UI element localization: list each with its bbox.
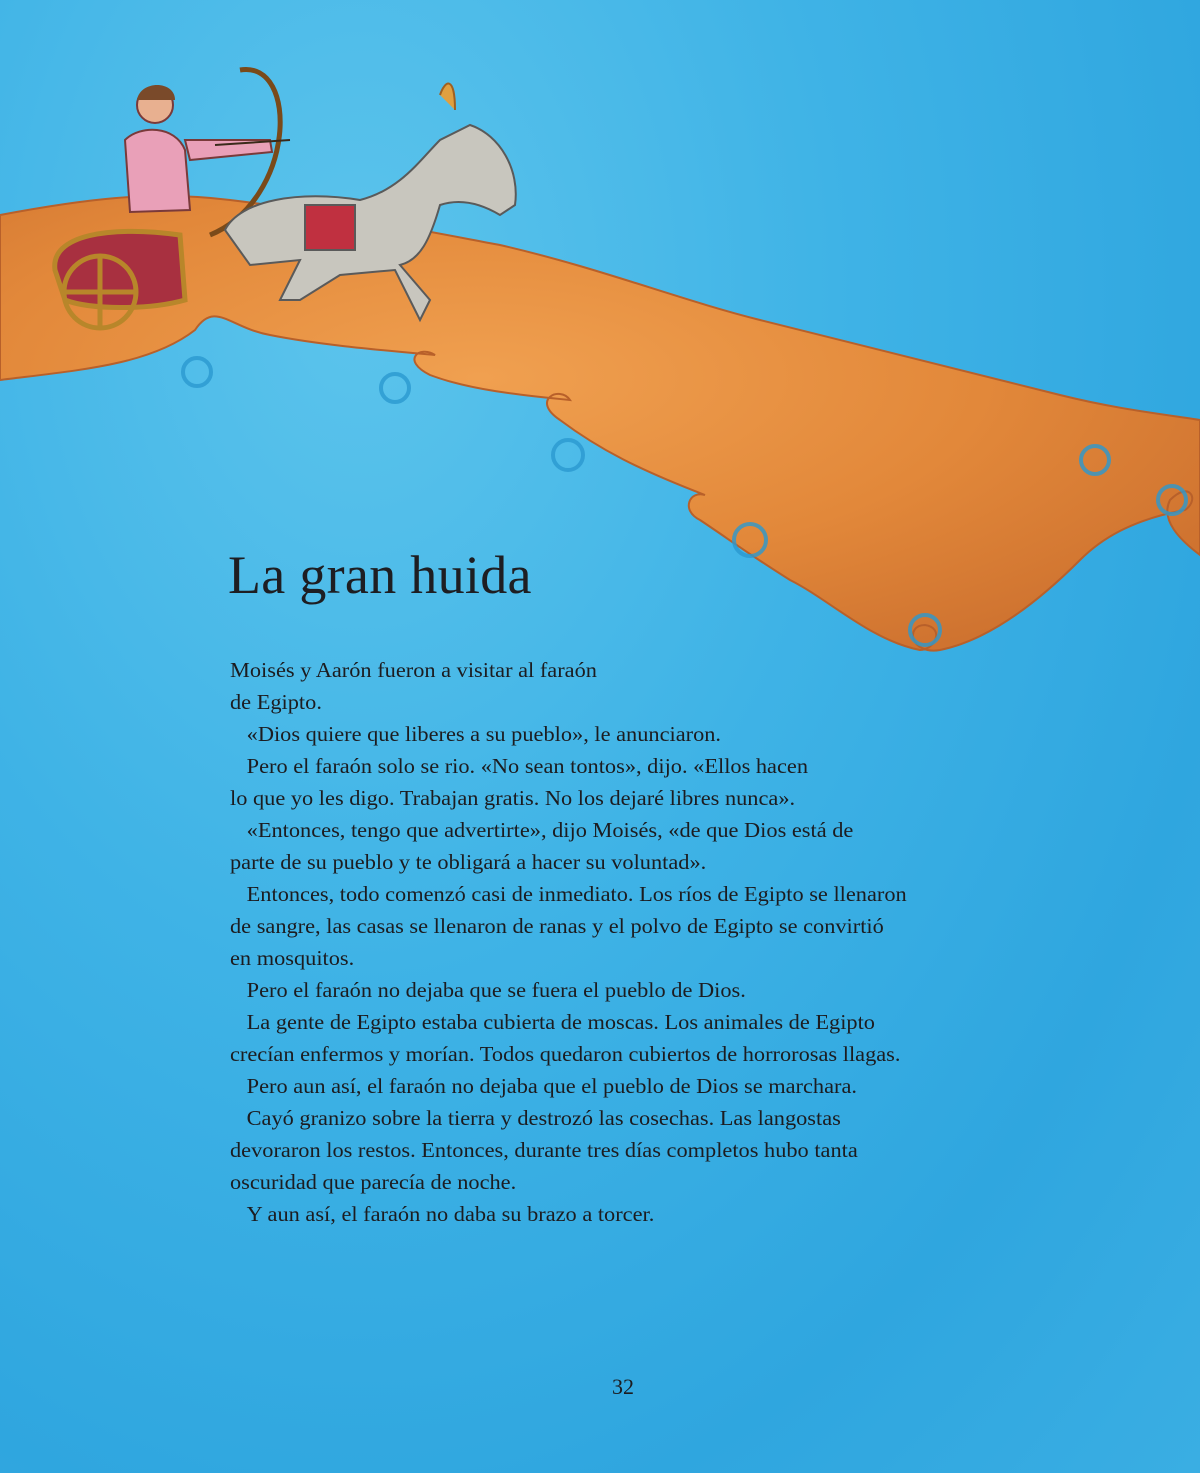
text-line: en mosquitos. — [230, 946, 355, 970]
text-line: Pero el faraón no dejaba que se fuera el pueblo de Dios. — [246, 978, 746, 1002]
text-line: Pero el faraón solo se rio. «No sean tontos», dijo. «Ellos hacen — [246, 754, 809, 778]
text-line: parte de su pueblo y te obligará a hacer su voluntad». — [230, 850, 707, 874]
text-line: Moisés y Aarón fueron a visitar al faraón — [230, 658, 597, 682]
text-line: lo que yo les digo. Trabajan gratis. No los dejaré libres nunca». — [230, 786, 796, 810]
text-line: Pero aun así, el faraón no dejaba que el pueblo de Dios se marchara. — [246, 1074, 857, 1098]
text-line: La gente de Egipto estaba cubierta de moscas. Los animales de Egipto — [246, 1010, 875, 1034]
page-number: 32 — [612, 1374, 634, 1399]
text-line: de Egipto. — [230, 690, 322, 714]
text-line: Cayó granizo sobre la tierra y destrozó las cosechas. Las langostas — [246, 1106, 841, 1130]
text-line: crecían enfermos y morían. Todos quedaron cubiertos de horrorosas llagas. — [230, 1042, 901, 1066]
text-line: Y aun así, el faraón no daba su brazo a torcer. — [246, 1202, 655, 1226]
text-line: oscuridad que parecía de noche. — [230, 1170, 517, 1194]
text-line: «Entonces, tengo que advertirte», dijo Moisés, «de que Dios está de — [246, 818, 854, 842]
text-line: de sangre, las casas se llenaron de ranas y el polvo de Egipto se convirtió — [230, 914, 884, 938]
text-line: «Dios quiere que liberes a su pueblo», le anunciaron. — [246, 722, 722, 746]
text-line: Entonces, todo comenzó casi de inmediato. Los ríos de Egipto se llenaron — [246, 882, 907, 906]
text-line: devoraron los restos. Entonces, durante tres días completos hubo tanta — [230, 1138, 858, 1162]
page-title: La gran huida — [228, 545, 532, 605]
story-text — [230, 654, 907, 1230]
